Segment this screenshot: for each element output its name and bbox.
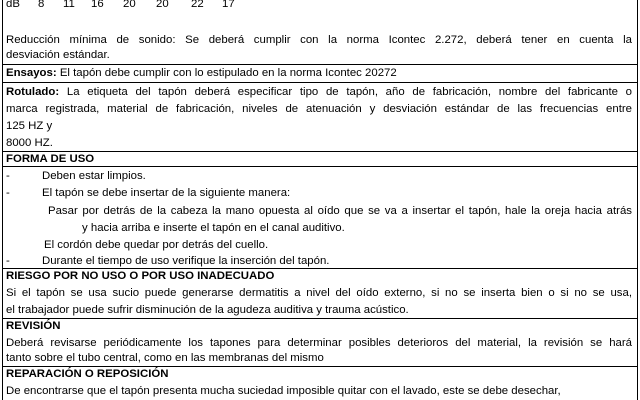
list-item: Durante el tiempo de uso verifique la inserción del tapón. xyxy=(42,255,330,267)
rotulado-line xyxy=(6,85,632,99)
revision-line: Deberá revisarse periódicamente los tapones para determinar posibles deterioros del material, la revisión se hará xyxy=(6,337,632,349)
rotulado-label: Rotulado: xyxy=(6,86,60,98)
section-heading: REVISIÓN xyxy=(6,320,61,332)
riesgo-line: Si el tapón se usa sucio puede generarse dermatitis a nivel del oído externo, si no se inserta bien o si no se usa, xyxy=(6,287,632,299)
row-divider xyxy=(2,166,638,167)
rotulado-line: marca registrada, material de fabricación, niveles de atenuación y desviación estándar de las frecuencias entre xyxy=(6,103,632,115)
db-value: 8 xyxy=(38,0,45,10)
ensayos-text: El tapón debe cumplir con lo estipulado en la norma Icontec 20272 xyxy=(59,67,397,79)
list-subitem: y hacia arriba e inserte el tapón en el canal auditivo. xyxy=(82,222,345,234)
bullet: - xyxy=(6,170,10,182)
db-value: 16 xyxy=(91,0,104,10)
rotulado-text: La etiqueta del tapón deberá especificar tipo de tapón, año de fabricación, nombre del fabricante o xyxy=(66,86,632,98)
section-heading: REPARACIÓN O REPOSICIÓN xyxy=(6,368,169,380)
ensayos-label: Ensayos: xyxy=(6,67,57,79)
ensayos-paragraph xyxy=(6,66,397,80)
list-item: Deben estar limpios. xyxy=(42,170,146,182)
db-value: 20 xyxy=(123,0,136,10)
list-subitem: Pasar por detrás de la cabeza la mano opuesta al oído que se va a insertar el tapón, hale la oreja hacia atrás xyxy=(48,205,632,217)
db-value: 11 xyxy=(63,0,75,10)
row-divider xyxy=(2,82,638,83)
list-subitem: El cordón debe quedar por detrás del cuello. xyxy=(44,239,269,251)
reduccion-line: Reducción mínima de sonido: Se deberá cumplir con la norma Icontec 2.272, deberá tener en cuenta la xyxy=(6,34,632,46)
row-divider xyxy=(2,64,638,65)
db-value: 22 xyxy=(191,0,204,10)
rotulado-line: 125 HZ y xyxy=(6,120,53,132)
db-label: dB xyxy=(6,0,20,10)
row-divider xyxy=(2,151,638,152)
list-item: El tapón se debe insertar de la siguiente manera: xyxy=(42,187,291,199)
row-divider xyxy=(2,318,638,319)
section-heading: FORMA DE USO xyxy=(6,153,95,165)
rotulado-line: 8000 HZ. xyxy=(6,137,53,149)
bullet: - xyxy=(6,255,10,267)
section-heading: RIESGO POR NO USO O POR USO INADECUADO xyxy=(6,270,275,282)
bullet: - xyxy=(6,187,10,199)
riesgo-line: el trabajador puede sufrir disminución de la agudeza auditiva y trauma acústico. xyxy=(6,304,409,316)
reparacion-line: De encontrarse que el tapón presenta mucha suciedad imposible quitar con el lavado, este se debe desechar, xyxy=(6,385,561,397)
db-value: 17 xyxy=(222,0,235,10)
reduccion-line: desviación estándar. xyxy=(6,49,110,61)
revision-line: tanto sobre el tubo central, como en las membranas del mismo xyxy=(6,352,324,364)
db-value: 20 xyxy=(156,0,169,10)
